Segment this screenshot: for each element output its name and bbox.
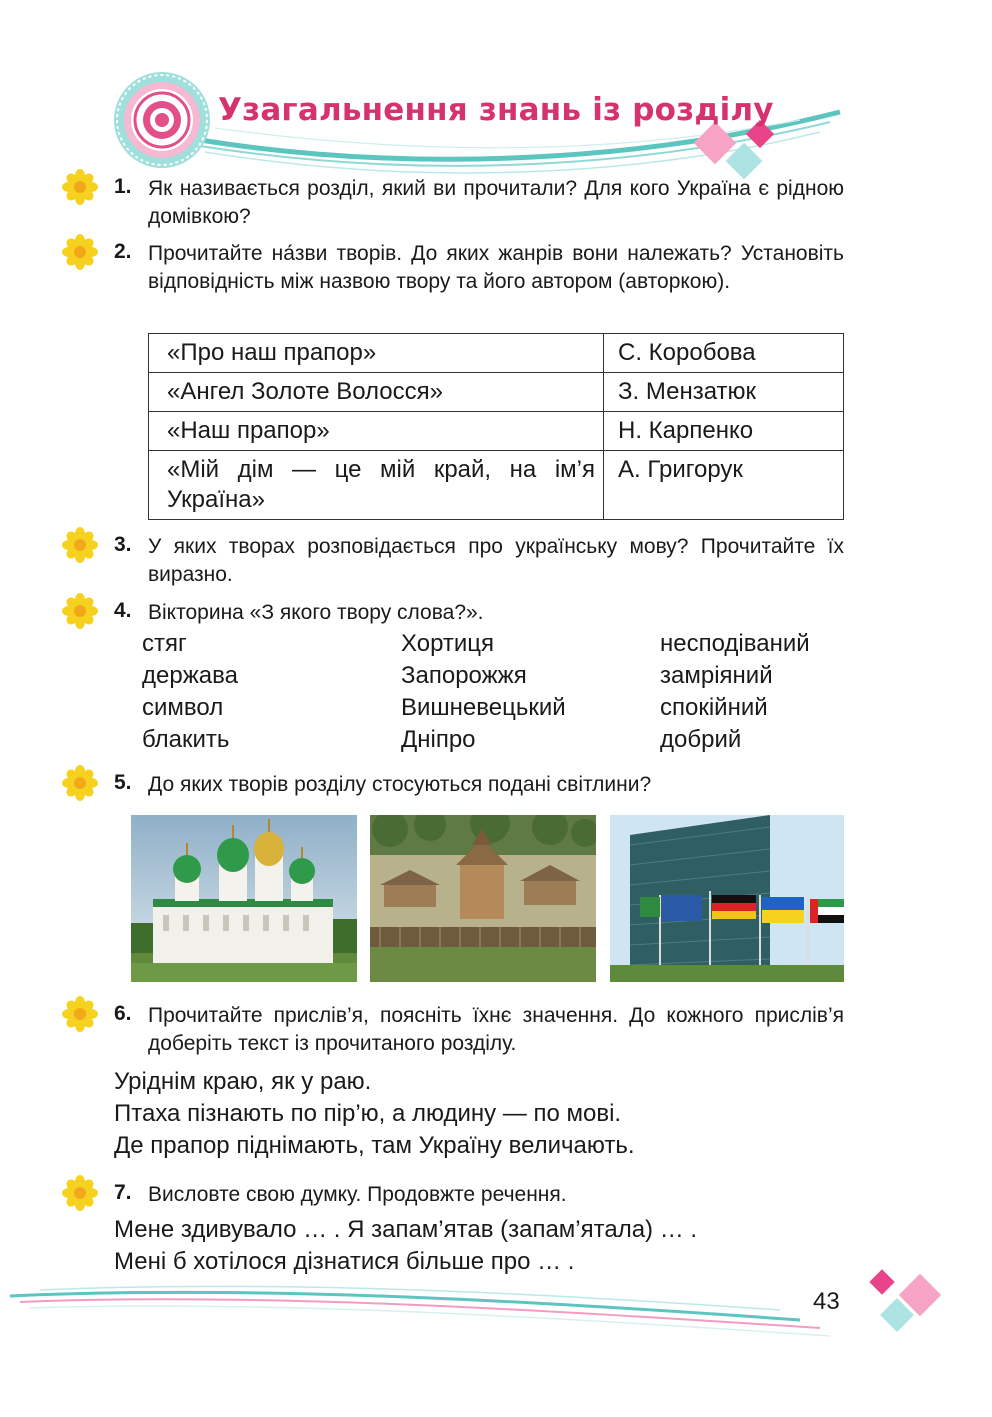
task-number: 2. [114,240,132,263]
work-author: С. Коробова [604,334,844,373]
quiz-words-column-2 [401,628,566,756]
quiz-word: Вишневецький [401,694,566,721]
task-number: 3. [114,533,132,556]
proverb-line: Уріднім краю, як у раю. [114,1068,372,1095]
work-title: «Мій дім — це мій край, на ім’я Україна» [149,451,604,520]
flower-icon [62,169,98,205]
quiz-word: несподіваний [660,630,810,657]
work-author: Н. Карпенко [604,412,844,451]
task-text: Як називається розділ, який ви прочитали? Для кого Україна є рідною домівкою? [148,177,844,228]
task-text: Висловте свою думку. Продовжте речення. [148,1183,567,1206]
task-number: 5. [114,771,132,794]
task-number: 7. [114,1181,132,1204]
footer-wave-lines [10,1286,830,1336]
flower-icon [62,765,98,801]
work-author: З. Мензатюк [604,373,844,412]
work-title: «Ангел Золоте Волосся» [149,373,604,412]
page-number: 43 [813,1288,840,1315]
sentence-line: Мене здивувало … . Я запам’ятав (запам’ятала) … . [114,1216,698,1243]
table-row [149,334,844,373]
quiz-word: Запорожжя [401,662,527,689]
flower-icon [62,234,98,270]
proverb-line: Де прапор піднімають, там Україну величають. [114,1132,635,1159]
quiz-word: замріяний [660,662,773,689]
quiz-word: блакить [142,726,230,753]
task-number: 6. [114,1002,132,1025]
flower-icon [62,1175,98,1211]
quiz-words-column-3 [660,628,810,756]
task-text: Прочитайте прислів’я, поясніть їхнє значення. До кожного прислів’я доберіть текст із прочитаного розділу. [148,1004,844,1055]
quiz-word: стяг [142,630,187,657]
quiz-words-column-1 [142,628,238,756]
task-text: Вікторина «З якого твору слова?». [148,601,484,624]
work-author: А. Григорук [604,451,844,520]
table-row [149,373,844,412]
task-text: Прочитайте на́зви творів. До яких жанрів вони належать? Установіть відповідність між назвою твору та його автором (авторкою). [148,242,844,293]
task-text: У яких творах розповідається про українську мову? Прочитайте їх виразно. [148,535,844,586]
ornament-circle-icon [114,72,210,168]
un-flags-photo [610,815,844,982]
task-number: 1. [114,175,132,198]
task-text: До яких творів розділу стосуються подані світлини? [148,773,652,796]
quiz-word: добрий [660,726,742,753]
cathedral-photo [131,815,357,982]
page-title: Узагальнення знань із розділу [218,92,774,128]
quiz-word: спокійний [660,694,768,721]
task-number: 4. [114,599,132,622]
quiz-word: Хортиця [401,630,495,657]
flower-icon [62,527,98,563]
cossack-fortress-photo [370,815,596,982]
flower-icon [62,593,98,629]
work-title: «Наш прапор» [149,412,604,451]
works-authors-table [148,333,844,520]
quiz-word: символ [142,694,224,721]
flower-icon [62,996,98,1032]
table-row [149,451,844,520]
quiz-word: Дніпро [401,726,476,753]
sentence-line: Мені б хотілося дізнатися більше про … . [114,1248,575,1275]
proverb-line: Птаха пізнають по пір’ю, а людину — по мові. [114,1100,622,1127]
work-title: «Про наш прапор» [149,334,604,373]
quiz-word: держава [142,662,238,689]
footer-diamonds [869,1269,941,1332]
table-row [149,412,844,451]
